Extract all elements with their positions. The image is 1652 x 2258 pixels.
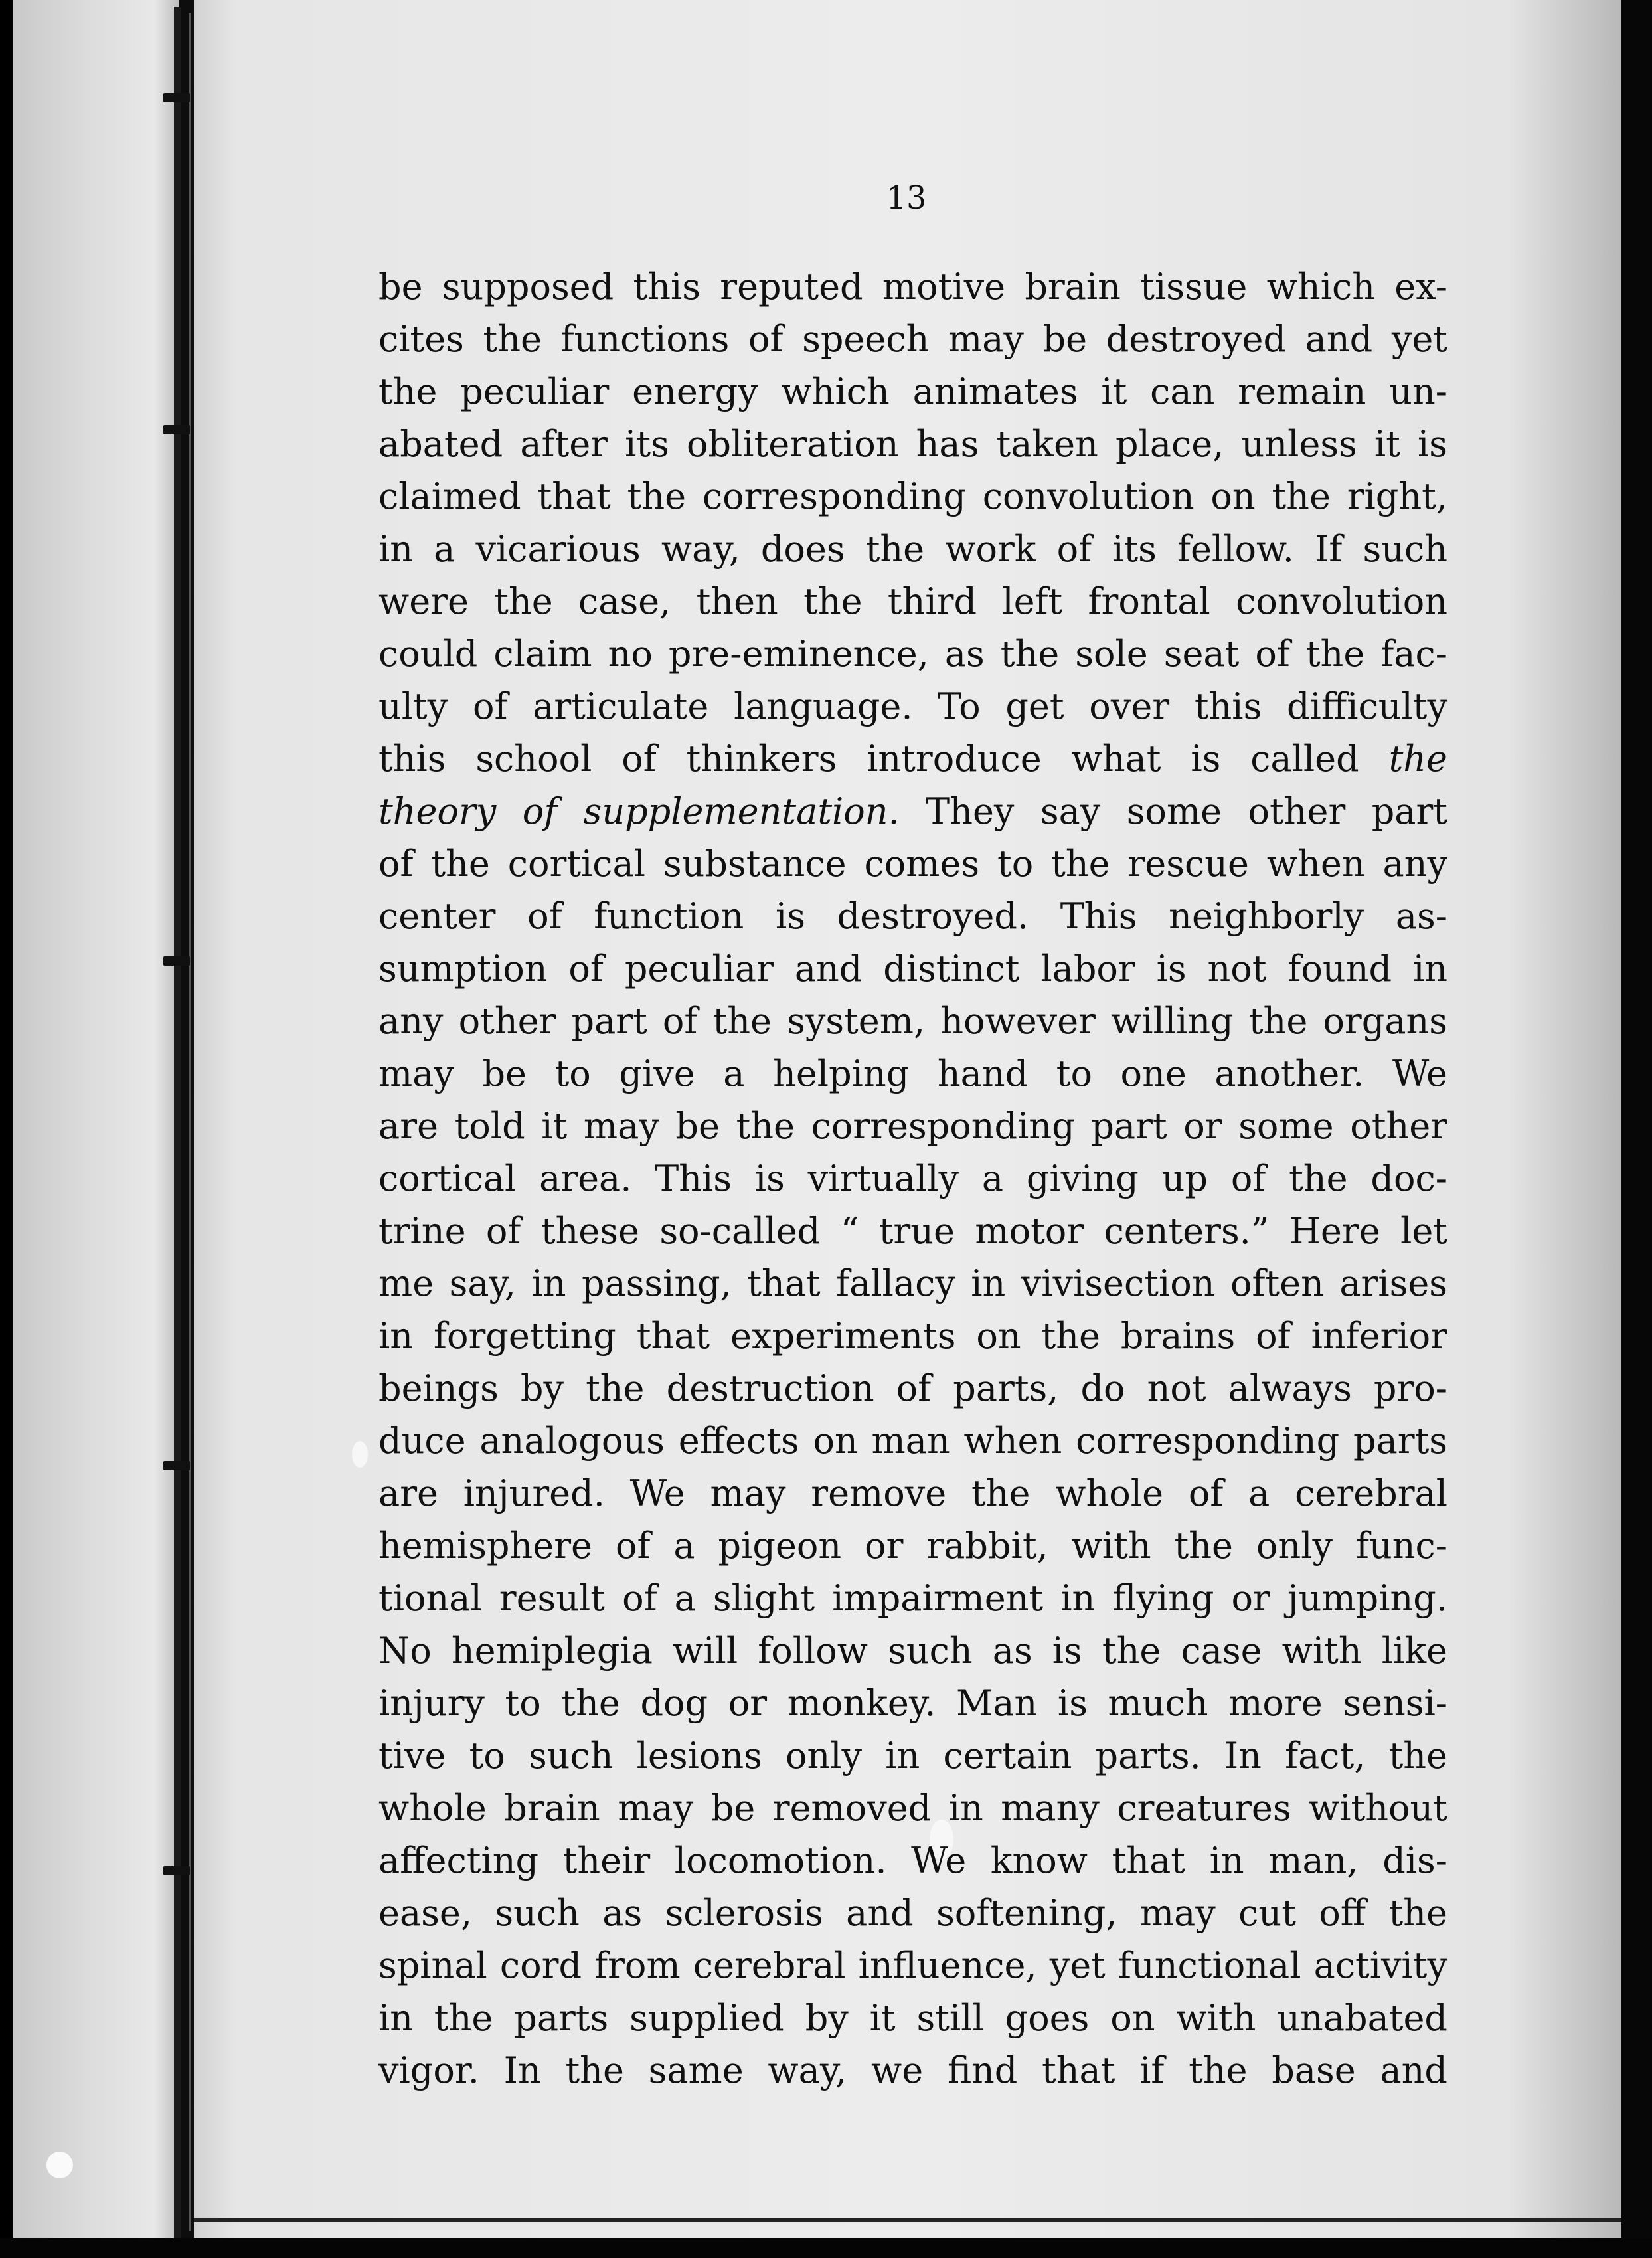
text-line: could claim no pre-eminence, as the sole seat of the fac- [378,633,1447,675]
text-line [378,785,1447,837]
text-line: cites the functions of speech may be destroyed and yet [378,318,1447,360]
text-line: cortical area. This is virtually a giving up of the doc- [378,1158,1447,1199]
text-line: in the parts supplied by it still goes on with unabated [378,1997,1447,2039]
text-line-plain: They say some other part [899,790,1447,832]
text-line: ease, such as sclerosis and softening, may cut off the [378,1892,1447,1934]
text-line: may be to give a helping hand to one another. We [378,1053,1447,1094]
scan-right-edge [1621,0,1652,2258]
binding-stitch [163,956,190,966]
text-line-plain: this school of thinkers introduce what is called [378,738,1389,780]
text-line: sumption of peculiar and distinct labor is not found in [378,948,1447,990]
italic-phrase: theory of supplementation. [378,790,900,832]
text-line: are told it may be the corresponding part or some other [378,1105,1447,1147]
text-line: abated after its obliteration has taken place, unless it is [378,423,1447,465]
page-number: 13 [886,179,927,217]
text-line: tive to such lesions only in certain parts. In fact, the [378,1735,1447,1777]
body-text [378,260,1447,2097]
text-line: tional result of a slight impairment in flying or jumping. [378,1577,1447,1619]
text-line: any other part of the system, however willing the organs [378,1000,1447,1042]
text-line: be supposed this reputed motive brain tissue which ex- [378,266,1447,307]
text-line: the peculiar energy which animates it can remain un- [378,371,1447,412]
binding-gutter [13,0,179,2245]
binding-stitch [163,1866,190,1875]
scan-bottom-edge [0,2238,1652,2258]
text-line: claimed that the corresponding convolution on the right, [378,476,1447,517]
text-line: of the cortical substance comes to the rescue when any [378,843,1447,885]
text-line: were the case, then the third left frontal convolution [378,580,1447,622]
text-line: hemisphere of a pigeon or rabbit, with the only func- [378,1525,1447,1567]
text-line: in a vicarious way, does the work of its fellow. If such [378,528,1447,570]
text-line: duce analogous effects on man when corresponding parts [378,1420,1447,1462]
text-line: affecting their locomotion. We know that in man, dis- [378,1840,1447,1881]
text-line: are injured. We may remove the whole of a cerebral [378,1472,1447,1514]
scan-speck [46,2152,73,2178]
binding-stitch [163,1461,190,1470]
text-line: me say, in passing, that fallacy in vivisection often arises [378,1262,1447,1304]
text-line [378,733,1447,785]
text-line: in forgetting that experiments on the brains of inferior [378,1315,1447,1357]
binding-stitch [163,425,190,434]
italic-phrase: the [1388,738,1447,780]
page-bottom-rule [194,2218,1621,2222]
text-line: vigor. In the same way, we find that if the base and [378,2049,1447,2091]
binding-line-inner [189,13,191,2231]
scan-left-edge [0,0,13,2258]
text-line: beings by the destruction of parts, do not always pro- [378,1367,1447,1409]
text-line: ulty of articulate language. To get over this difficulty [378,685,1447,727]
scan-speck [352,1441,368,1468]
text-line: No hemiplegia will follow such as is the case with like [378,1630,1447,1672]
text-line: injury to the dog or monkey. Man is much more sensi- [378,1682,1447,1724]
text-line: whole brain may be removed in many creatures without [378,1787,1447,1829]
text-line: trine of these so-called “ true motor centers.” Here let [378,1210,1447,1252]
binding-line [174,7,181,2238]
text-line: center of function is destroyed. This neighborly as- [378,895,1447,937]
text-line: spinal cord from cerebral influence, yet functional activity [378,1945,1447,1986]
binding-stitch [163,93,190,102]
